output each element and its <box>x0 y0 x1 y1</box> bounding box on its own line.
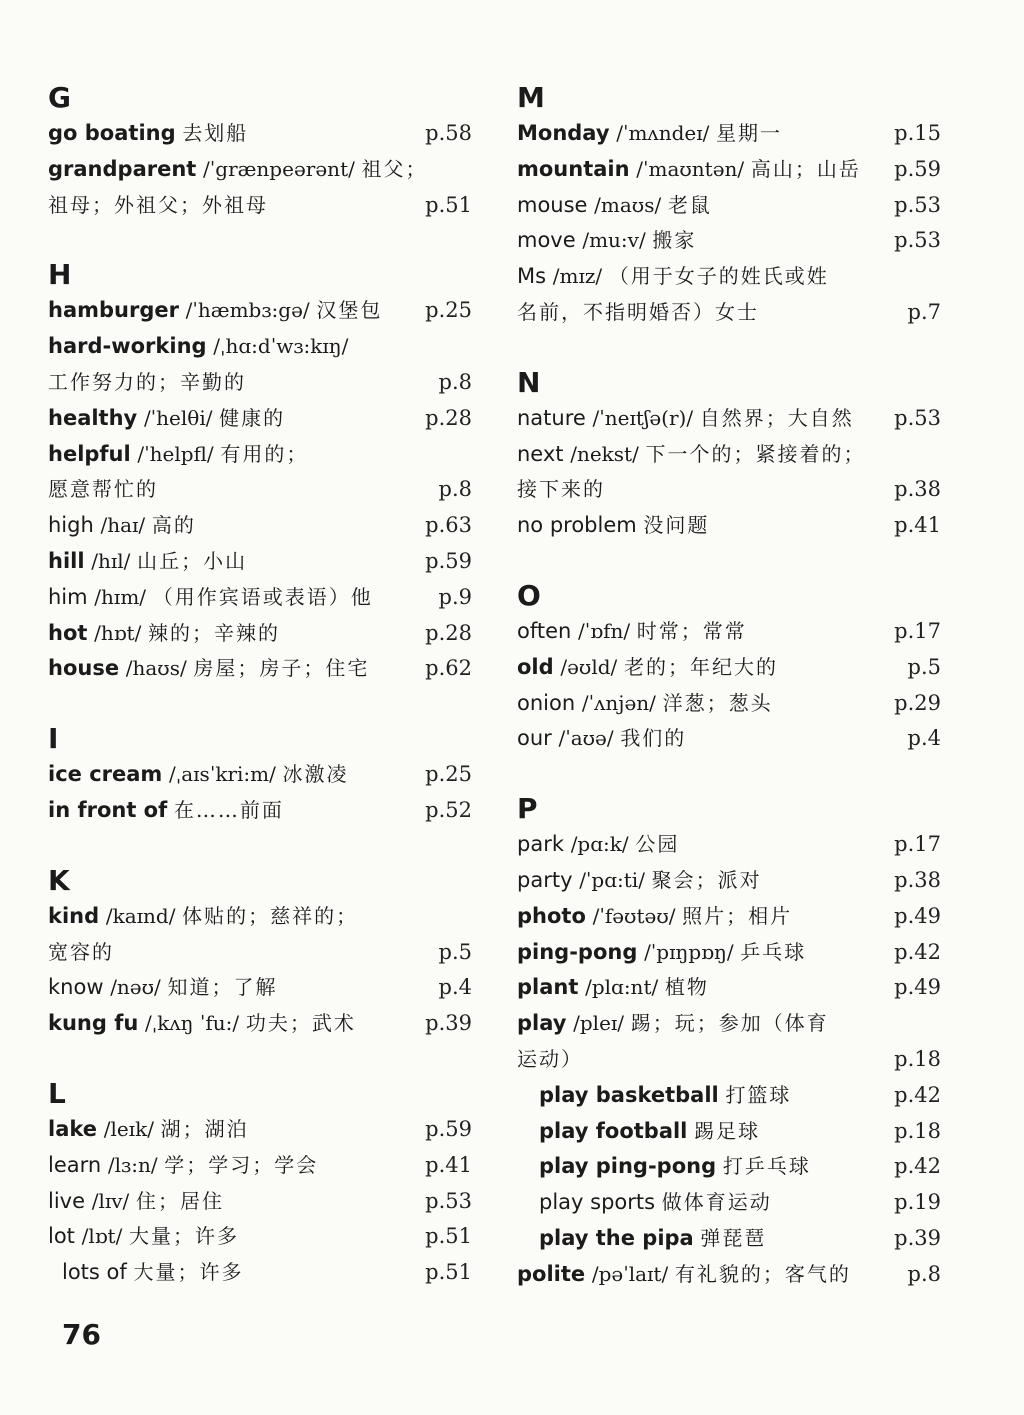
definition: 名前，不指明婚否）女士 <box>517 299 759 324</box>
entry-helpful <box>48 437 480 473</box>
page-ref: p.51 <box>425 1260 472 1285</box>
page-number: 76 <box>62 1318 101 1351</box>
page-ref: p.8 <box>438 369 472 394</box>
definition: 老的；年纪大的 <box>623 654 778 679</box>
phonetic: /ˌaɪsˈkri:m/ <box>169 762 276 787</box>
page-ref: p.8 <box>438 477 472 502</box>
page-ref: p.5 <box>907 654 941 679</box>
section-h <box>48 257 480 687</box>
section-letter: H <box>48 258 72 292</box>
page-ref: p.42 <box>894 939 941 964</box>
headword: onion <box>517 690 576 715</box>
entry-learn <box>48 1148 480 1184</box>
section-g <box>48 80 480 223</box>
headword: next <box>517 441 564 466</box>
headword: party <box>517 867 573 892</box>
entry-often <box>517 614 949 650</box>
phonetic: /plɑ:nt/ <box>585 975 659 1000</box>
entry-party <box>517 863 949 899</box>
headword: hamburger <box>48 298 179 323</box>
entry-hard-working <box>48 329 480 365</box>
page-ref: p.28 <box>425 620 472 645</box>
headword: lots of <box>62 1260 127 1285</box>
page-ref: p.9 <box>438 584 472 609</box>
entry-ice-cream <box>48 757 480 793</box>
headword: Monday <box>517 121 610 145</box>
entry-grandparent-cont <box>48 188 480 224</box>
entry-polite <box>517 1257 949 1293</box>
entry-know <box>48 970 480 1006</box>
phonetic: /ˈneɪtʃə(r)/ <box>592 405 694 430</box>
headword: mountain <box>517 156 630 181</box>
headword: park <box>517 832 564 857</box>
page-ref: p.17 <box>894 832 941 857</box>
headword: often <box>517 618 572 643</box>
phonetic: /lɪv/ <box>91 1188 130 1213</box>
definition: 公园 <box>635 832 680 857</box>
entry-next <box>517 437 949 473</box>
headword: grandparent <box>48 156 197 181</box>
definition: 打乒乓球 <box>722 1154 811 1179</box>
entry-photo <box>517 899 949 935</box>
headword: lot <box>48 1224 75 1249</box>
phonetic: /mu:v/ <box>582 228 646 253</box>
definition: 工作努力的；辛勤的 <box>48 369 246 394</box>
page-ref: p.52 <box>425 797 472 822</box>
headword: Ms <box>517 264 547 289</box>
entry-ms-cont <box>517 295 949 331</box>
definition: 聚会；派对 <box>651 867 762 892</box>
phonetic: /lɒt/ <box>81 1224 123 1249</box>
definition: 体贴的；慈祥的； <box>182 903 359 928</box>
phonetic: /ˈaʊə/ <box>558 726 614 751</box>
phonetic: /pɑ:k/ <box>570 832 629 857</box>
entry-play-ping-pong <box>517 1149 949 1185</box>
entry-live <box>48 1184 480 1220</box>
definition: 去划船 <box>182 121 249 145</box>
phonetic: /ˌhɑ:dˈwɜ:kɪŋ/ <box>213 334 349 359</box>
definition: 冰激凌 <box>282 762 349 787</box>
definition: 有用的； <box>220 441 309 466</box>
phonetic: /hɪl/ <box>91 548 131 573</box>
page-ref: p.38 <box>894 867 941 892</box>
definition: 学；学习；学会 <box>164 1152 319 1177</box>
phonetic: /ˈmʌndeɪ/ <box>616 121 710 145</box>
page-ref: p.25 <box>425 762 472 787</box>
phonetic: /ˈmaʊntən/ <box>636 156 745 181</box>
definition: 下一个的；紧接着的； <box>645 441 866 466</box>
entry-lake <box>48 1112 480 1148</box>
definition: 星期一 <box>716 121 783 145</box>
definition: 做体育运动 <box>661 1190 772 1215</box>
headword: ice cream <box>48 762 163 787</box>
page-ref: p.62 <box>425 656 472 681</box>
headword: photo <box>517 903 586 928</box>
entry-play-the-pipa <box>517 1221 949 1257</box>
page-ref: p.4 <box>438 975 472 1000</box>
page-ref: p.39 <box>894 1225 941 1250</box>
headword: house <box>48 656 120 681</box>
entry-move <box>517 223 949 259</box>
phonetic: /ˈhæmbɜ:gə/ <box>185 298 310 323</box>
section-letter: G <box>48 81 71 114</box>
entry-ms <box>517 259 949 295</box>
entry-lots-of <box>48 1255 480 1291</box>
page-ref: p.59 <box>425 1116 472 1141</box>
page-ref: p.4 <box>907 726 941 751</box>
entry-play-cont <box>517 1042 949 1078</box>
phonetic: /ˈfəʊtəʊ/ <box>592 903 676 928</box>
entry-monday <box>517 116 949 152</box>
definition: 高山；山岳 <box>750 156 861 181</box>
page-ref: p.7 <box>907 299 941 324</box>
definition: 高的 <box>151 513 196 538</box>
page-ref: p.41 <box>425 1152 472 1177</box>
headword: know <box>48 975 104 1000</box>
section-letter: P <box>517 792 538 826</box>
definition: 打篮球 <box>725 1082 792 1107</box>
page-ref: p.42 <box>894 1082 941 1107</box>
headword: polite <box>517 1261 586 1286</box>
entry-house <box>48 651 480 687</box>
headword: healthy <box>48 405 138 430</box>
section-l <box>48 1076 480 1291</box>
definition: （用于女子的姓氏或姓 <box>608 264 829 289</box>
section-n <box>517 365 949 544</box>
definition: 洋葱；葱头 <box>662 690 773 715</box>
page-ref: p.38 <box>894 477 941 502</box>
headword: hard-working <box>48 334 207 359</box>
definition: 接下来的 <box>517 477 605 502</box>
entry-onion <box>517 686 949 722</box>
headword: nature <box>517 405 586 430</box>
headword: old <box>517 654 554 679</box>
phonetic: /haʊs/ <box>125 656 187 681</box>
entry-nature <box>517 401 949 437</box>
section-i <box>48 721 480 829</box>
phonetic: /ˈgrænpeərənt/ <box>203 156 355 181</box>
headword: play <box>517 1011 567 1036</box>
entry-helpful-cont <box>48 472 480 508</box>
definition: 宽容的 <box>48 939 114 964</box>
definition: 时常；常常 <box>636 618 747 643</box>
page-ref: p.53 <box>425 1188 472 1213</box>
entry-play-football <box>517 1114 949 1150</box>
page-ref: p.59 <box>894 156 941 181</box>
entry-plant <box>517 970 949 1006</box>
entry-grandparent <box>48 152 480 188</box>
definition: 弹琵琶 <box>700 1225 767 1250</box>
definition: 祖父； <box>361 156 428 181</box>
page-ref: p.41 <box>894 513 941 538</box>
page-ref: p.15 <box>894 121 941 145</box>
headword: go boating <box>48 121 176 145</box>
entry-play-basketball <box>517 1078 949 1114</box>
phonetic: /hɪm/ <box>94 584 147 609</box>
definition: 没问题 <box>643 513 710 538</box>
section-letter: O <box>517 578 541 612</box>
phonetic: /ˈpɪŋpɒŋ/ <box>644 939 734 964</box>
section-p <box>517 791 949 1292</box>
headword: play ping-pong <box>539 1154 717 1179</box>
page-ref: p.53 <box>894 405 941 430</box>
definition: 我们的 <box>620 726 687 751</box>
entry-mountain <box>517 152 949 188</box>
definition: 自然界；大自然 <box>699 405 854 430</box>
entry-hamburger <box>48 293 480 329</box>
page-ref: p.42 <box>894 1154 941 1179</box>
page-ref: p.58 <box>425 121 472 145</box>
definition: 湖；湖泊 <box>160 1116 249 1141</box>
headword: ping-pong <box>517 939 638 964</box>
phonetic: /pleɪ/ <box>573 1011 625 1036</box>
page-ref: p.53 <box>894 228 941 253</box>
headword: move <box>517 228 576 253</box>
phonetic: /maʊs/ <box>594 192 662 217</box>
headword: live <box>48 1188 86 1213</box>
section-m <box>517 80 949 331</box>
page-ref: p.53 <box>894 192 941 217</box>
definition: 汉堡包 <box>316 298 383 323</box>
headword: play basketball <box>539 1082 719 1107</box>
phonetic: /mɪz/ <box>552 264 603 289</box>
definition: 有礼貌的；客气的 <box>674 1261 851 1286</box>
headword: our <box>517 726 552 751</box>
definition: 踢足球 <box>694 1118 761 1143</box>
phonetic: /ˈhelθi/ <box>143 405 213 430</box>
definition: 大量；许多 <box>129 1224 240 1249</box>
entry-lot <box>48 1219 480 1255</box>
section-letter: K <box>48 863 70 897</box>
phonetic: /lɜ:n/ <box>107 1152 158 1177</box>
entry-old <box>517 650 949 686</box>
page-ref: p.25 <box>425 298 472 323</box>
headword: play football <box>539 1118 688 1143</box>
definition: 在……前面 <box>173 797 284 822</box>
definition: 运动） <box>517 1046 583 1071</box>
entry-mouse <box>517 188 949 224</box>
headword: hill <box>48 548 85 573</box>
phonetic: /ˈpɑ:ti/ <box>579 867 645 892</box>
definition: 房屋；房子；住宅 <box>193 656 370 681</box>
entry-kind-cont <box>48 935 480 971</box>
headword: play the pipa <box>539 1225 694 1250</box>
entry-ping-pong <box>517 935 949 971</box>
phonetic: /ˈʌnjən/ <box>581 690 656 715</box>
entry-next-cont <box>517 472 949 508</box>
section-letter: L <box>48 1076 66 1110</box>
entry-him <box>48 580 480 616</box>
definition: （用作宾语或表语）他 <box>152 584 373 609</box>
definition: 踢；玩；参加（体育 <box>630 1011 829 1036</box>
page-ref: p.51 <box>425 192 472 217</box>
definition: 祖母；外祖父；外祖母 <box>48 192 268 217</box>
definition: 搬家 <box>652 228 697 253</box>
entry-no-problem <box>517 508 949 544</box>
entry-park <box>517 827 949 863</box>
entry-go-boating <box>48 116 480 152</box>
headword: high <box>48 513 94 538</box>
page-ref: p.51 <box>425 1224 472 1249</box>
headword: kind <box>48 903 100 928</box>
entry-our <box>517 721 949 757</box>
headword: kung fu <box>48 1011 139 1036</box>
phonetic: /kaɪnd/ <box>105 903 176 928</box>
phonetic: /nəʊ/ <box>110 975 161 1000</box>
headword: him <box>48 584 88 609</box>
definition: 山丘；小山 <box>137 548 248 573</box>
entry-in-front-of <box>48 793 480 829</box>
phonetic: /haɪ/ <box>100 513 146 538</box>
phonetic: /ˈɒfn/ <box>578 618 631 643</box>
entry-kind <box>48 899 480 935</box>
left-column <box>48 80 480 1291</box>
headword: mouse <box>517 192 588 217</box>
page-ref: p.18 <box>894 1046 941 1071</box>
entry-play-sports <box>517 1185 949 1221</box>
page-ref: p.28 <box>425 405 472 430</box>
definition: 功夫；武术 <box>245 1011 356 1036</box>
definition: 照片；相片 <box>682 903 793 928</box>
phonetic: /hɒt/ <box>94 620 142 645</box>
page-ref: p.59 <box>425 548 472 573</box>
headword: play sports <box>539 1190 656 1215</box>
page-ref: p.5 <box>438 939 472 964</box>
entry-healthy <box>48 401 480 437</box>
page-ref: p.8 <box>907 1261 941 1286</box>
definition: 健康的 <box>219 405 286 430</box>
phonetic: /əʊld/ <box>560 654 618 679</box>
entry-kung-fu <box>48 1006 480 1042</box>
definition: 知道；了解 <box>167 975 278 1000</box>
page-ref: p.19 <box>894 1190 941 1215</box>
section-o <box>517 578 949 757</box>
entry-hot <box>48 616 480 652</box>
headword: helpful <box>48 441 131 466</box>
definition: 住；居住 <box>135 1188 224 1213</box>
page-ref: p.49 <box>894 975 941 1000</box>
section-letter: I <box>48 722 59 756</box>
definition: 植物 <box>664 975 709 1000</box>
headword: lake <box>48 1116 98 1141</box>
page-ref: p.17 <box>894 618 941 643</box>
entry-hill <box>48 544 480 580</box>
headword: hot <box>48 620 88 645</box>
entry-play <box>517 1006 949 1042</box>
definition: 大量；许多 <box>133 1260 244 1285</box>
phonetic: /ˈhelpfl/ <box>137 441 214 466</box>
definition: 老鼠 <box>667 192 712 217</box>
page-ref: p.18 <box>894 1118 941 1143</box>
phonetic: /leɪk/ <box>103 1116 154 1141</box>
definition: 愿意帮忙的 <box>48 477 158 502</box>
definition: 辣的；辛辣的 <box>148 620 280 645</box>
page-ref: p.63 <box>425 513 472 538</box>
phonetic: /pəˈlaɪt/ <box>591 1261 669 1286</box>
definition: 乒乓球 <box>740 939 807 964</box>
section-letter: M <box>517 81 545 114</box>
entry-high <box>48 508 480 544</box>
headword: no problem <box>517 513 637 538</box>
entry-hard-working-cont <box>48 365 480 401</box>
phonetic: /ˌkʌŋ ˈfu:/ <box>144 1011 240 1036</box>
headword: plant <box>517 975 579 1000</box>
page-ref: p.29 <box>894 690 941 715</box>
headword: learn <box>48 1152 102 1177</box>
phonetic: /nekst/ <box>570 441 639 466</box>
page-ref: p.39 <box>425 1011 472 1036</box>
headword: in front of <box>48 797 168 822</box>
page-ref: p.49 <box>894 903 941 928</box>
section-k <box>48 863 480 1042</box>
right-column <box>517 80 949 1293</box>
section-letter: N <box>517 365 541 399</box>
